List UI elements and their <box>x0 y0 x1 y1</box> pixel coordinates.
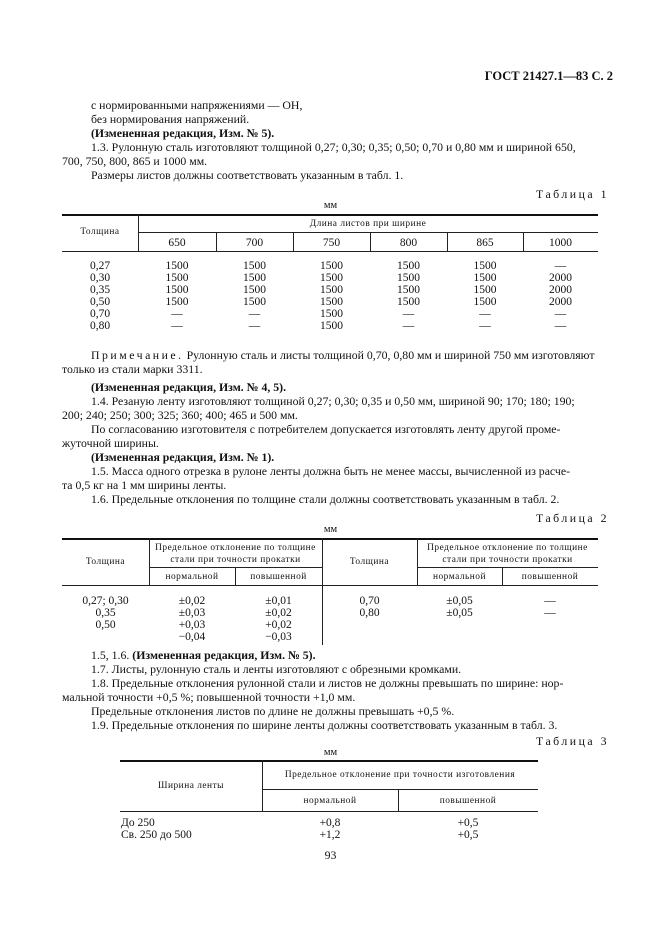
table2-col-thickness-right: Толщина <box>349 557 390 567</box>
table2-right-high: — <box>544 595 556 607</box>
table1-width-800: 800 <box>399 237 418 249</box>
table2-left-high: ±0,01 <box>265 595 292 607</box>
table1-cell: 1500 <box>165 296 189 308</box>
note-1-label: Примечание. <box>91 348 184 362</box>
para-1-8-line-1: 1.8. Предельные отклонения рулонной стали и листов не должны превышать по ширине: нор- <box>91 676 564 690</box>
table1-cell: 1500 <box>473 284 497 296</box>
table1-cell: 1500 <box>243 272 266 284</box>
table1-width-865: 865 <box>476 237 494 249</box>
table1-cell: 1500 <box>473 296 497 308</box>
table2-left-normal: ±0,03 <box>178 607 206 619</box>
table1-cell: 1500 <box>397 260 420 272</box>
table1-cell: — <box>248 320 261 332</box>
table1-cell: 2000 <box>549 284 572 296</box>
table1-cell: 1500 <box>320 320 343 332</box>
table3-col-width: Ширина ленты <box>158 781 224 791</box>
table2-sub-high-right: повышенной <box>521 572 579 582</box>
table1-cell: 1500 <box>165 260 189 272</box>
table1-unit: мм <box>323 200 338 211</box>
table2-group-right-2: стали при точности прокатки <box>442 555 573 565</box>
para-1-5-1-6-edit <box>91 648 316 663</box>
table2-right-normal: ±0,05 <box>446 595 473 607</box>
table1-thick: 0,80 <box>90 320 111 332</box>
table1-cell: 1500 <box>320 260 343 272</box>
table1-thick: 0,35 <box>90 284 111 296</box>
table1-cell: 1500 <box>473 272 497 284</box>
note-1-line-1 <box>91 348 595 363</box>
para-1-5-1-6-prefix: 1.5, 1.6. <box>91 648 133 662</box>
table1-width-1000: 1000 <box>549 237 572 249</box>
para-1-5-line-1: 1.5. Масса одного отрезка в рулоне ленты должна быть не менее массы, вычисленной из расче- <box>91 464 571 478</box>
page-header: ГОСТ 21427.1—83 С. 2 <box>484 69 613 83</box>
intro-line-1: с нормированными напряжениями — ОН, <box>91 98 303 112</box>
table1-cell: 1500 <box>397 272 420 284</box>
table2-caption: Таблица 2 <box>536 511 609 525</box>
table1-cell: — <box>479 308 491 320</box>
table1-cell: 1500 <box>397 296 420 308</box>
table1-cell: 1500 <box>320 308 343 320</box>
para-1-8-line-3: Предельные отклонения листов по длине не должны превышать +0,5 %. <box>91 704 455 718</box>
table3-row-width: Св. 250 до 500 <box>121 829 192 841</box>
table2-left-thick: 0,35 <box>95 607 116 619</box>
table3-sub-normal: нормальной <box>303 796 357 806</box>
page-number: 93 <box>324 848 337 862</box>
table2-right-thick: 0,80 <box>359 607 380 619</box>
table1-thick: 0,27 <box>90 260 111 272</box>
table2-right-high: — <box>544 607 556 619</box>
table2-group-right-1: Предельное отклонение по толщине <box>427 543 588 553</box>
edit-note-5: (Измененная редакция, Изм. № 5). <box>91 126 275 140</box>
table1-cell: — <box>171 320 183 332</box>
table1-width-750: 750 <box>322 237 341 249</box>
table1-cell: 1500 <box>320 284 343 296</box>
table2-left-thick: 0,27; 0,30 <box>82 595 129 607</box>
para-1-4-line-2: 200; 240; 250; 300; 325; 360; 400; 465 и 500 мм. <box>62 408 298 422</box>
table1-cell: 1500 <box>243 284 266 296</box>
table1-cell: 1500 <box>473 260 497 272</box>
table1-cell: 2000 <box>549 272 572 284</box>
table2-left-high: −0,03 <box>265 631 292 643</box>
table2-left-high: ±0,02 <box>265 607 292 619</box>
table1-cell: 1500 <box>320 296 343 308</box>
para-1-3-b: Размеры листов должны соответствовать указанным в табл. 1. <box>91 168 404 182</box>
table1-group-header: Длина листов при ширине <box>309 219 427 229</box>
table1-thick: 0,30 <box>90 272 111 284</box>
table2-col-thickness-left: Толщина <box>85 557 126 567</box>
table1-width-700: 700 <box>245 237 264 249</box>
table1-cell: — <box>402 320 415 332</box>
para-1-4-line-1: 1.4. Резаную ленту изготовляют толщиной 0,27; 0,30; 0,35 и 0,50 мм, шириной 90; 170; 180; 190; <box>91 394 575 408</box>
table1-cell: 1500 <box>320 272 343 284</box>
table2-right-normal: ±0,05 <box>446 607 473 619</box>
table1-width-650: 650 <box>168 237 186 249</box>
note-1-line-2: только из стали марки 3311. <box>62 362 203 376</box>
para-1-6: 1.6. Предельные отклонения по толщине стали должны соответствовать указанным в табл. 2. <box>91 492 560 506</box>
table1-cell: 2000 <box>549 296 572 308</box>
para-1-4-line-3: По согласованию изготовителя с потребителем допускается изготовлять ленту другой проме- <box>91 422 561 436</box>
table1-col-thickness: Толщина <box>80 227 120 237</box>
table2-left-normal: −0,04 <box>178 631 206 643</box>
table2-sub-normal-left: нормальной <box>165 572 219 582</box>
table2-group-left-1: Предельное отклонение по толщине <box>155 543 316 553</box>
table1-cell: 1500 <box>165 272 189 284</box>
table2-left-normal: +0,03 <box>178 619 206 631</box>
table2-sub-high-left: повышенной <box>250 572 307 582</box>
table2-right-thick: 0,70 <box>359 595 380 607</box>
para-1-5-1-6-bold: (Измененная редакция, Изм. № 5). <box>132 648 316 662</box>
table1-thick: 0,70 <box>90 308 111 320</box>
table3-caption: Таблица 3 <box>536 734 609 748</box>
table2-left-thick: 0,50 <box>95 619 116 631</box>
table1-cell: — <box>171 308 183 320</box>
table1-cell: 1500 <box>165 284 189 296</box>
para-1-3-line-2: 700, 750, 800, 865 и 1000 мм. <box>62 154 208 168</box>
table2-left-high: +0,02 <box>265 619 292 631</box>
table3-row-normal: +1,2 <box>319 829 341 841</box>
table2-left-normal: ±0,02 <box>178 595 206 607</box>
table1-cell: — <box>402 308 415 320</box>
para-1-5-line-2: та 0,5 кг на 1 мм ширины ленты. <box>62 478 227 492</box>
edit-note-4-5: (Измененная редакция, Изм. № 4, 5). <box>91 380 287 394</box>
para-1-9: 1.9. Предельные отклонения по ширине ленты должны соответствовать указанным в табл. 3. <box>91 718 558 732</box>
table3-group-header: Предельное отклонение при точности изготовления <box>284 770 516 780</box>
table1-cell: — <box>554 320 567 332</box>
table3-sub-high: повышенной <box>439 796 497 806</box>
table3-unit: мм <box>323 747 338 758</box>
table3-row-high: +0,5 <box>457 829 479 841</box>
table1-thick: 0,50 <box>90 296 111 308</box>
para-1-8-line-2: мальной точности +0,5 %; повышенной точности +1,0 мм. <box>62 690 356 704</box>
edit-note-1: (Измененная редакция, Изм. № 1). <box>91 450 275 464</box>
table3-row-high: +0,5 <box>457 817 479 829</box>
note-1-text: Рулонную сталь и листы толщиной 0,70, 0,80 мм и шириной 750 мм изготовляют <box>183 348 595 362</box>
table2-sub-normal-right: нормальной <box>432 572 487 582</box>
table1-cell: 1500 <box>397 284 420 296</box>
table1-cell: — <box>554 308 567 320</box>
table1-cell: 1500 <box>243 296 266 308</box>
para-1-4-line-4: жуточной ширины. <box>62 436 159 450</box>
table1-cell: — <box>248 308 261 320</box>
table2-group-left-2: стали при точности прокатки <box>170 555 301 565</box>
table1-cell: 1500 <box>243 260 266 272</box>
table1-cell: — <box>479 320 491 332</box>
table1-cell: — <box>554 260 567 272</box>
table3-row-normal: +0,8 <box>319 817 341 829</box>
intro-line-2: без нормирования напряжений. <box>91 112 250 126</box>
table2-unit: мм <box>323 524 338 535</box>
table1-caption: Таблица 1 <box>536 187 609 201</box>
table3-row-width: До 250 <box>121 817 155 829</box>
para-1-3-line-1: 1.3. Рулонную сталь изготовляют толщиной 0,27; 0,30; 0,35; 0,50; 0,70 и 0,80 мм и шириной 650, <box>91 140 576 154</box>
para-1-7: 1.7. Листы, рулонную сталь и ленты изготовляют с обрезными кромками. <box>91 662 462 676</box>
